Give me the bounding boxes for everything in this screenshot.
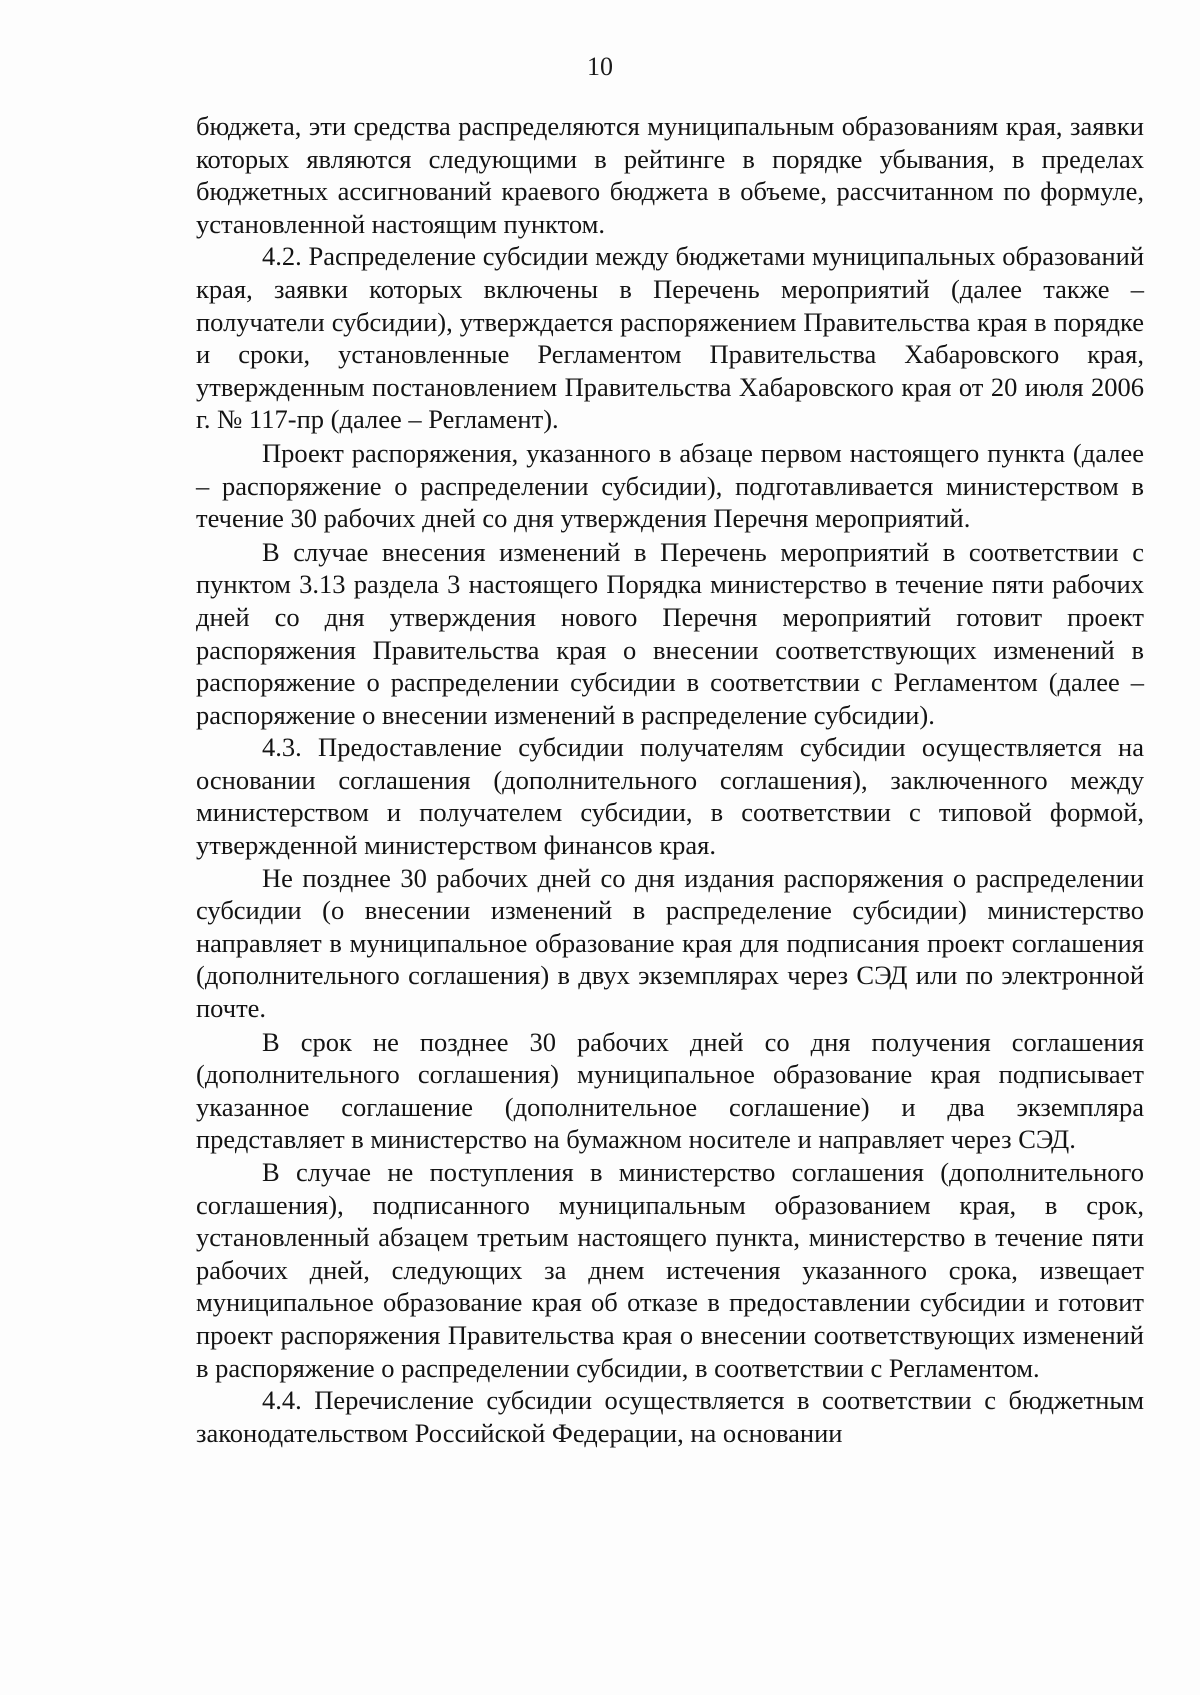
paragraph-refusal: В случае не поступления в министерство соглашения (дополнительного соглашения), подписанного муниципальным образованием края, в срок, установленный абзацем третьим настоящего пункта, министерство в течение пяти рабочих дней, следующих за днем истечения указанного срока, извещает муниципальное образование края об отказе в предоставлении субсидии и готовит проект распоряжения Правительства края о внесении соответствующих изменений в распоряжение о распределении субсидии, в соответствии с Регламентом. — [196, 1157, 1144, 1383]
paragraph-4-2: 4.2. Распределение субсидии между бюджетами муниципальных образований края, заявки которых включены в Перечень мероприятий (далее также – получатели субсидии), утверждается распоряжением Правительства края в порядке и сроки, установленные Регламентом Правительства Хабаровского края, утвержденным постановлением Правительства Хабаровского края от 20 июля 2006 г. № 117-пр (далее – Регламент). — [196, 241, 1144, 435]
document-body — [196, 110, 1144, 1449]
paragraph-continuation: бюджета, эти средства распределяются муниципальным образованиям края, заявки которых являются следующими в рейтинге в порядке убывания, в пределах бюджетных ассигнований краевого бюджета в объеме, рассчитанном по формуле, установленной настоящим пунктом. — [196, 111, 1144, 239]
paragraph-signing: В срок не позднее 30 рабочих дней со дня получения соглашения (дополнительного соглашения) муниципальное образование края подписывает указанное соглашение (дополнительное соглашение) и два экземпляра представляет в министерство на бумажном носителе и направляет через СЭД. — [196, 1026, 1144, 1155]
paragraph-4-4: 4.4. Перечисление субсидии осуществляется в соответствии с бюджетным законодательством Российской Федерации, на основании — [196, 1385, 1144, 1448]
paragraph-4-3: 4.3. Предоставление субсидии получателям субсидии осуществляется на основании соглашения (дополнительного соглашения), заключенного между министерством и получателем субсидии, в соответствии с типовой формой, утвержденной министерством финансов края. — [196, 732, 1144, 861]
paragraph-agreement-deadline: Не позднее 30 рабочих дней со дня издания распоряжения о распределении субсидии (о внесении изменений в распределение субсидии) министерство направляет в муниципальное образование края для подписания проект соглашения (дополнительного соглашения) в двух экземплярах через СЭД или по электронной почте. — [196, 862, 1144, 1024]
paragraph-draft-order: Проект распоряжения, указанного в абзаце первом настоящего пункта (далее – распоряжение о распределении субсидии), подготавливается министерством в течение 30 рабочих дней со дня утверждения Перечня мероприятий. — [196, 437, 1144, 534]
paragraph-list-changes: В случае внесения изменений в Перечень мероприятий в соответствии с пунктом 3.13 раздела 3 настоящего Порядка министерство в течение пяти рабочих дней со дня утверждения нового Перечня мероприятий готовит проект распоряжения Правительства края о внесении соответствующих изменений в распоряжение о распределении субсидии в соответствии с Регламентом (далее – распоряжение о внесении изменений в распределение субсидии). — [196, 536, 1144, 730]
page-number: 10 — [587, 52, 613, 81]
